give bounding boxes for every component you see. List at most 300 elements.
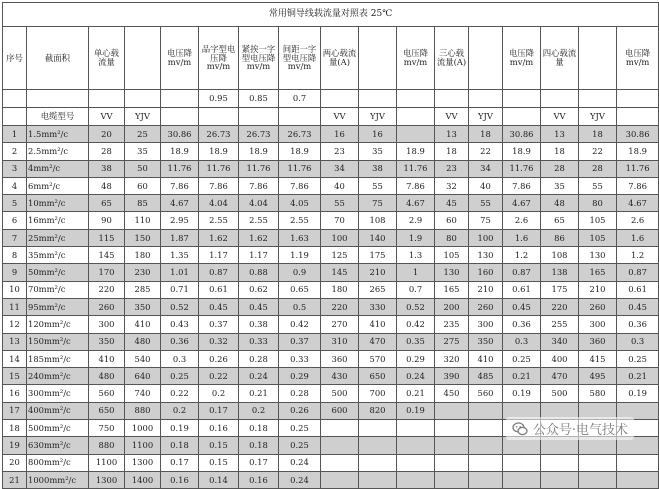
table-cell: 70mm²/c [27, 281, 89, 298]
table-cell: 0.17 [161, 454, 199, 471]
table-row [3, 143, 659, 160]
table-cell: 0.26 [279, 402, 321, 419]
table-cell: 18.9 [503, 143, 541, 160]
table-cell: 2.55 [279, 212, 321, 229]
table-cell: 18.9 [161, 143, 199, 160]
table-cell [435, 471, 469, 488]
table-cell: 138 [541, 264, 579, 281]
table-cell: 360 [321, 350, 359, 367]
table-cell: 300mm²/c [27, 385, 89, 402]
table-cell [321, 471, 359, 488]
table-cell: 570 [359, 350, 397, 367]
table-row [3, 298, 659, 315]
table-cell: 240mm²/c [27, 368, 89, 385]
table-cell: 580 [579, 385, 617, 402]
table-cell: 145 [321, 264, 359, 281]
table-cell: 130 [435, 264, 469, 281]
table-cell: 0.32 [199, 333, 239, 350]
unit-cell: 0.7 [279, 90, 321, 108]
table-cell: 105 [435, 247, 469, 264]
table-cell: 7.86 [397, 177, 435, 194]
table-cell: 185mm²/c [27, 350, 89, 367]
table-cell: 4.04 [199, 195, 239, 212]
table-cell: 1300 [89, 471, 125, 488]
table-cell: 11.76 [617, 160, 659, 177]
table-cell [469, 454, 503, 471]
table-cell: 18.9 [617, 143, 659, 160]
model-cell: VV [541, 108, 579, 126]
table-cell: 95mm²/c [27, 298, 89, 315]
table-cell: 210 [469, 281, 503, 298]
table-cell: 410 [89, 350, 125, 367]
table-cell: 32 [435, 177, 469, 194]
table-cell [469, 420, 503, 437]
table-cell: 300 [89, 316, 125, 333]
table-cell [469, 402, 503, 419]
table-cell: 0.24 [279, 471, 321, 488]
table-cell: 160 [469, 264, 503, 281]
table-cell: 50 [125, 160, 161, 177]
table-cell: 415 [579, 350, 617, 367]
table-cell: 7.86 [239, 177, 279, 194]
table-cell: 1.5mm²/c [27, 126, 89, 143]
table-cell: 8 [3, 247, 27, 264]
table-cell: 560 [89, 385, 125, 402]
table-cell: 28 [579, 160, 617, 177]
table-cell: 0.18 [239, 437, 279, 454]
table-cell: 0.37 [199, 316, 239, 333]
table-cell: 48 [89, 177, 125, 194]
table-row [3, 316, 659, 333]
table-cell: 7.86 [161, 177, 199, 194]
table-cell: 630mm²/c [27, 437, 89, 454]
model-cell [239, 108, 279, 126]
table-cell: 2.55 [199, 212, 239, 229]
table-cell: 320 [435, 350, 469, 367]
table-row [3, 281, 659, 298]
table-cell: 0.38 [239, 316, 279, 333]
table-cell: 0.18 [161, 437, 199, 454]
table-cell: 2.6 [617, 212, 659, 229]
table-cell: 0.18 [239, 420, 279, 437]
table-cell: 50mm²/c [27, 264, 89, 281]
table-cell: 30.86 [503, 126, 541, 143]
table-cell: 85 [125, 195, 161, 212]
table-cell: 255 [541, 316, 579, 333]
model-cell: YJV [359, 108, 397, 126]
model-cell [617, 108, 659, 126]
table-cell: 4.67 [617, 195, 659, 212]
table-cell: 18 [435, 143, 469, 160]
table-row [3, 368, 659, 385]
table-cell: 430 [321, 368, 359, 385]
unit-cell [321, 90, 359, 108]
table-cell: 820 [359, 402, 397, 419]
table-cell: 7.86 [617, 177, 659, 194]
table-cell: 2.9 [397, 212, 435, 229]
table-cell: 0.25 [617, 350, 659, 367]
table-cell: 0.19 [617, 385, 659, 402]
table-cell: 275 [435, 333, 469, 350]
unit-cell [359, 90, 397, 108]
unit-cell [3, 90, 27, 108]
unit-cell [579, 90, 617, 108]
table-cell: 4 [3, 177, 27, 194]
table-cell: 7 [3, 229, 27, 246]
table-cell: 22 [579, 143, 617, 160]
table-cell: 0.61 [199, 281, 239, 298]
table-cell [579, 471, 617, 488]
table-cell: 130 [579, 247, 617, 264]
table-cell: 1.87 [161, 229, 199, 246]
table-cell: 0.21 [503, 368, 541, 385]
table-cell: 45 [435, 195, 469, 212]
unit-row [3, 90, 659, 108]
table-cell: 230 [125, 264, 161, 281]
table-row [3, 229, 659, 246]
table-cell: 0.16 [199, 420, 239, 437]
table-cell: 14 [3, 350, 27, 367]
table-cell: 4.04 [239, 195, 279, 212]
table-cell: 0.2 [161, 402, 199, 419]
table-cell: 16 [321, 126, 359, 143]
table-cell [321, 454, 359, 471]
table-cell: 4.67 [503, 195, 541, 212]
table-cell: 0.42 [397, 316, 435, 333]
table-cell: 0.42 [279, 316, 321, 333]
header-cell: 电压降mv/m [503, 27, 541, 90]
table-cell: 200 [435, 298, 469, 315]
unit-cell [89, 90, 125, 108]
table-cell [541, 454, 579, 471]
table-cell: 55 [579, 177, 617, 194]
header-cell: 两心载流量(A) [321, 27, 359, 90]
header-cell [579, 27, 617, 90]
table-cell: 48 [541, 195, 579, 212]
table-cell: 100 [469, 229, 503, 246]
table-cell: 34 [469, 160, 503, 177]
table-cell: 110 [125, 212, 161, 229]
table-cell: 18 [579, 126, 617, 143]
table-cell: 11.76 [279, 160, 321, 177]
table-cell: 22 [469, 143, 503, 160]
table-cell: 0.33 [279, 350, 321, 367]
table-row [3, 160, 659, 177]
table-cell [435, 454, 469, 471]
table-cell: 300 [579, 316, 617, 333]
table-cell [359, 454, 397, 471]
table-cell: 1.35 [161, 247, 199, 264]
header-cell: 品字型电压降mv/m [199, 27, 239, 90]
model-cell: VV [321, 108, 359, 126]
header-cell: 三心载流量(A) [435, 27, 469, 90]
table-cell: 23 [435, 160, 469, 177]
table-cell: 1300 [125, 454, 161, 471]
table-cell: 210 [359, 264, 397, 281]
table-cell: 75 [469, 212, 503, 229]
table-cell [579, 454, 617, 471]
table-cell: 0.15 [199, 454, 239, 471]
unit-cell [125, 90, 161, 108]
watermark [506, 417, 634, 440]
watermark-text: 公众号·电气技术 [532, 423, 628, 438]
table-cell: 10 [3, 281, 27, 298]
header-cell: 四心载流量 [541, 27, 579, 90]
table-cell: 9 [3, 264, 27, 281]
table-cell: 19 [3, 437, 27, 454]
table-cell: 18.9 [397, 143, 435, 160]
table-cell: 20 [3, 454, 27, 471]
table-cell: 0.16 [239, 471, 279, 488]
table-cell: 1000 [125, 420, 161, 437]
table-cell: 1.17 [239, 247, 279, 264]
table-cell: 11 [3, 298, 27, 315]
model-cell: 电缆型号 [27, 108, 89, 126]
table-cell: 0.22 [161, 385, 199, 402]
table-cell: 0.24 [279, 454, 321, 471]
table-cell: 0.14 [199, 471, 239, 488]
header-cell: 电压降mv/m [161, 27, 199, 90]
table-cell: 480 [89, 368, 125, 385]
table-cell: 55 [359, 177, 397, 194]
table-cell: 1.6 [617, 229, 659, 246]
table-cell: 26.73 [199, 126, 239, 143]
table-cell: 600 [321, 402, 359, 419]
table-cell: 500mm²/c [27, 420, 89, 437]
table-cell [397, 420, 435, 437]
table-row [3, 247, 659, 264]
table-cell [435, 420, 469, 437]
table-cell: 235 [435, 316, 469, 333]
table-cell: 75 [359, 195, 397, 212]
table-cell: 410 [125, 316, 161, 333]
table-cell: 3 [3, 160, 27, 177]
table-cell: 0.28 [239, 350, 279, 367]
table-cell: 11.76 [397, 160, 435, 177]
table-cell: 2.95 [161, 212, 199, 229]
table-cell: 0.45 [239, 298, 279, 315]
table-cell: 21 [3, 471, 27, 488]
table-cell: 1000mm²/c [27, 471, 89, 488]
table-cell [435, 437, 469, 454]
table-cell: 145 [89, 247, 125, 264]
table-cell: 0.5 [279, 298, 321, 315]
table-row [3, 212, 659, 229]
unit-cell [161, 90, 199, 108]
table-cell: 0.25 [161, 368, 199, 385]
table-cell: 11.76 [503, 160, 541, 177]
table-cell: 560 [469, 385, 503, 402]
table-cell: 0.52 [397, 298, 435, 315]
table-cell: 0.26 [199, 350, 239, 367]
table-cell: 330 [359, 298, 397, 315]
table-cell: 650 [359, 368, 397, 385]
header-cell: 单心载流量 [89, 27, 125, 90]
table-cell: 220 [89, 281, 125, 298]
table-cell: 11.76 [199, 160, 239, 177]
table-cell: 18 [541, 143, 579, 160]
table-cell: 0.87 [199, 264, 239, 281]
table-cell: 0.25 [503, 350, 541, 367]
table-cell: 23 [321, 143, 359, 160]
table-cell: 26.73 [239, 126, 279, 143]
table-cell [359, 437, 397, 454]
table-row [3, 333, 659, 350]
table-cell: 1.62 [199, 229, 239, 246]
header-cell: 间距一字型电压降mv/m [279, 27, 321, 90]
cable-table-frame [2, 2, 651, 489]
table-cell: 125 [321, 247, 359, 264]
table-cell: 38 [359, 160, 397, 177]
table-cell: 880 [89, 437, 125, 454]
table-cell: 175 [541, 281, 579, 298]
table-cell: 0.25 [279, 437, 321, 454]
table-cell: 0.28 [279, 385, 321, 402]
table-cell: 0.87 [503, 264, 541, 281]
table-cell: 1.17 [199, 247, 239, 264]
table-cell: 80 [579, 195, 617, 212]
model-cell: YJV [125, 108, 161, 126]
table-cell: 0.43 [161, 316, 199, 333]
table-cell: 1.3 [397, 247, 435, 264]
table-cell: 495 [579, 368, 617, 385]
table-cell: 7.86 [199, 177, 239, 194]
table-cell: 40 [321, 177, 359, 194]
table-cell: 265 [359, 281, 397, 298]
table-cell: 0.21 [617, 368, 659, 385]
table-cell: 150mm²/c [27, 333, 89, 350]
table-cell: 115 [89, 229, 125, 246]
table-cell: 350 [469, 333, 503, 350]
table-cell: 1.6 [503, 229, 541, 246]
table-cell: 25mm²/c [27, 229, 89, 246]
table-cell: 35 [125, 143, 161, 160]
table-cell: 35 [541, 177, 579, 194]
unit-cell [27, 90, 89, 108]
table-cell: 0.22 [199, 368, 239, 385]
table-cell: 400 [541, 350, 579, 367]
table-cell: 16 [3, 385, 27, 402]
table-cell: 700 [359, 385, 397, 402]
table-cell: 4.67 [397, 195, 435, 212]
unit-cell [397, 90, 435, 108]
table-cell: 28 [89, 143, 125, 160]
table-cell: 1100 [89, 454, 125, 471]
table-cell: 880 [125, 402, 161, 419]
table-cell: 0.15 [199, 437, 239, 454]
table-cell: 28 [541, 160, 579, 177]
table-cell: 2.5mm²/c [27, 143, 89, 160]
table-cell: 0.52 [161, 298, 199, 315]
table-cell: 80 [435, 229, 469, 246]
table-cell: 350 [89, 333, 125, 350]
table-cell: 0.17 [239, 454, 279, 471]
table-cell: 0.7 [397, 281, 435, 298]
table-row [3, 454, 659, 471]
table-cell: 11.76 [239, 160, 279, 177]
table-cell: 12 [3, 316, 27, 333]
table-cell: 0.65 [279, 281, 321, 298]
unit-cell [541, 90, 579, 108]
table-cell: 4mm²/c [27, 160, 89, 177]
header-cell: 序号 [3, 27, 27, 90]
table-cell [503, 454, 541, 471]
table-cell: 540 [125, 350, 161, 367]
table-cell: 165 [435, 281, 469, 298]
model-cell: VV [89, 108, 125, 126]
table-cell: 55 [469, 195, 503, 212]
table-cell: 220 [321, 298, 359, 315]
table-cell: 18.9 [279, 143, 321, 160]
table-cell: 260 [469, 298, 503, 315]
table-cell: 1 [397, 264, 435, 281]
table-cell: 34 [321, 160, 359, 177]
table-cell [321, 437, 359, 454]
table-cell: 0.62 [239, 281, 279, 298]
table-cell: 18.9 [199, 143, 239, 160]
table-cell [469, 471, 503, 488]
table-cell: 7.86 [503, 177, 541, 194]
table-cell: 0.19 [397, 402, 435, 419]
table-cell: 0.36 [161, 333, 199, 350]
table-cell: 86 [541, 229, 579, 246]
table-cell: 0.17 [199, 402, 239, 419]
table-row [3, 126, 659, 143]
table-cell: 0.25 [279, 420, 321, 437]
header-row [3, 27, 659, 90]
table-cell: 0.9 [279, 264, 321, 281]
table-cell [397, 437, 435, 454]
table-row [3, 471, 659, 488]
table-cell: 750 [89, 420, 125, 437]
table-cell: 640 [125, 368, 161, 385]
table-cell: 0.24 [397, 368, 435, 385]
table-cell [617, 471, 659, 488]
table-cell: 60 [125, 177, 161, 194]
table-cell: 35mm²/c [27, 247, 89, 264]
table-cell: 2.6 [503, 212, 541, 229]
table-cell [397, 454, 435, 471]
table-cell: 105 [579, 212, 617, 229]
table-cell: 0.36 [617, 316, 659, 333]
model-cell [161, 108, 199, 126]
table-cell: 0.45 [199, 298, 239, 315]
table-cell: 5 [3, 195, 27, 212]
table-cell: 0.24 [239, 368, 279, 385]
table-cell: 500 [541, 385, 579, 402]
unit-cell: 0.95 [199, 90, 239, 108]
table-cell: 410 [359, 316, 397, 333]
table-cell: 0.2 [239, 402, 279, 419]
table-cell: 300 [469, 316, 503, 333]
table-cell: 13 [3, 333, 27, 350]
wechat-icon [512, 421, 528, 437]
table-cell: 4.05 [279, 195, 321, 212]
table-cell: 38 [89, 160, 125, 177]
table-cell: 100 [321, 229, 359, 246]
table-cell: 0.36 [503, 316, 541, 333]
table-cell: 15 [3, 368, 27, 385]
table-cell: 1100 [125, 437, 161, 454]
table-cell: 150 [125, 229, 161, 246]
table-cell: 4.67 [161, 195, 199, 212]
model-cell: YJV [469, 108, 503, 126]
table-cell: 0.3 [503, 333, 541, 350]
table-cell: 6mm²/c [27, 177, 89, 194]
table-cell [469, 437, 503, 454]
title-row [3, 3, 659, 27]
table-cell: 60 [435, 212, 469, 229]
